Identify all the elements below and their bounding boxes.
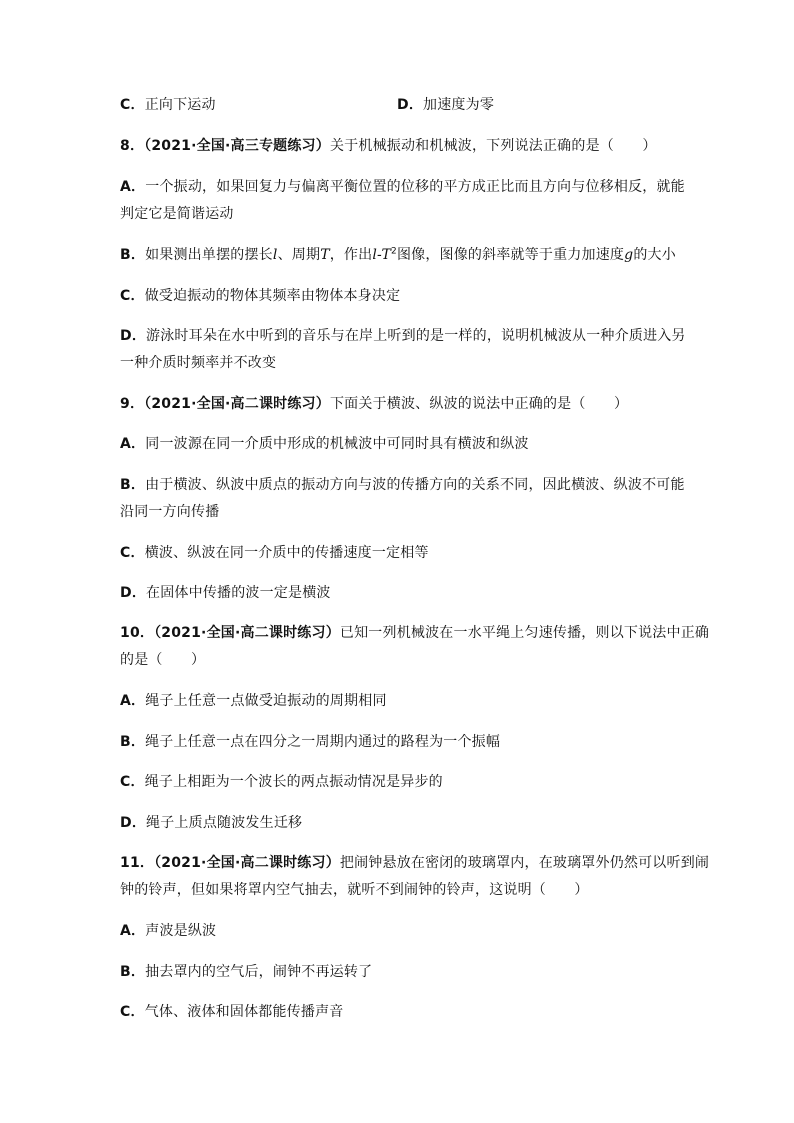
option-d-text: 加速度为零 — [423, 97, 495, 113]
q9-option-d — [120, 583, 331, 603]
q9-option-b-text: 由于横波、纵波中质点的振动方向与波的传播方向的关系不同，因此横波、纵波不可能 — [145, 477, 685, 493]
q11-option-b — [120, 962, 372, 982]
option-d-label: D． — [397, 97, 424, 113]
q8-option-b-text-5: 的大小 — [633, 247, 676, 263]
q11-stem-line1 — [120, 853, 709, 873]
q10-option-b — [120, 732, 500, 752]
var-g: g — [624, 247, 634, 263]
q8-stem-text: 关于机械振动和机械波，下列说法正确的是（ ） — [329, 138, 657, 154]
q10-option-c-text: 绳子上相距为一个波长的两点振动情况是异步的 — [144, 774, 443, 790]
q11-source: （2021·全国·高二课时练习） — [154, 855, 340, 871]
q10-option-c — [120, 772, 443, 792]
q10-option-a-label: A． — [120, 693, 146, 709]
q11-option-c-label: C． — [120, 1004, 145, 1020]
q11-option-c — [120, 1002, 344, 1022]
prev-options-row — [120, 95, 680, 115]
q11-option-a-label: A． — [120, 923, 146, 939]
q10-option-a-text: 绳子上任意一点做受迫振动的周期相同 — [145, 693, 387, 709]
q10-option-d-label: D． — [120, 815, 147, 831]
q10-option-b-label: B． — [120, 734, 146, 750]
q10-option-d-text: 绳子上质点随波发生迁移 — [146, 815, 303, 831]
q11-option-b-label: B． — [120, 964, 146, 980]
q9-option-d-label: D． — [120, 585, 147, 601]
q8-source: （2021·全国·高三专题练习） — [144, 138, 330, 154]
option-c-label: C． — [120, 97, 145, 113]
q8-number: 8． — [120, 138, 145, 154]
q11-option-a-text: 声波是纵波 — [145, 923, 217, 939]
q8-option-b-text-3: ，作出 — [329, 247, 373, 263]
q10-option-d — [120, 813, 302, 833]
q8-option-c-text: 做受迫振动的物体其频率由物体本身决定 — [144, 288, 401, 304]
q11-option-c-text: 气体、液体和固体都能传播声音 — [144, 1004, 344, 1020]
q8-option-d-line1 — [120, 326, 686, 346]
q10-stem-line1 — [120, 623, 709, 643]
q9-option-b-line2: 沿同一方向传播 — [120, 504, 220, 520]
var-T: T — [320, 247, 330, 263]
q9-option-d-text: 在固体中传播的波一定是横波 — [146, 585, 331, 601]
q8-option-b-text-1: 如果测出单摆的摆长 — [145, 247, 273, 263]
q10-stem-line2: 的是（ ） — [120, 652, 206, 668]
q11-option-b-text: 抽去罩内的空气后，闹钟不再运转了 — [145, 964, 373, 980]
q10-stem-text: 已知一列机械波在一水平绳上匀速传播，则以下说法中正确 — [339, 625, 710, 641]
q9-option-c — [120, 543, 429, 563]
q9-option-a-label: A． — [120, 436, 146, 452]
q8-option-a-line1 — [120, 177, 685, 197]
var-l: l — [272, 247, 278, 263]
q9-source: （2021·全国·高二课时练习） — [144, 396, 330, 412]
q8-option-d-text: 游泳时耳朵在水中听到的音乐与在岸上听到的是一样的，说明机械波从一种介质进入另 — [146, 328, 686, 344]
q9-option-a — [120, 434, 529, 454]
q8-stem — [120, 136, 657, 156]
q8-option-b-text-2: 、周期 — [277, 247, 321, 263]
q10-source: （2021·全国·高二课时练习） — [154, 625, 340, 641]
q9-option-b-label: B． — [120, 477, 146, 493]
q8-option-d-label: D． — [120, 328, 147, 344]
q8-option-b-text-4: 图像，图像的斜率就等于重力加速度 — [396, 247, 625, 263]
option-c-text: 正向下运动 — [144, 97, 216, 113]
q9-option-b-line1 — [120, 475, 685, 495]
q10-option-a — [120, 691, 387, 711]
q8-option-c-label: C． — [120, 288, 145, 304]
q10-option-c-label: C． — [120, 774, 145, 790]
option-d — [397, 95, 494, 115]
q9-option-c-text: 横波、纵波在同一介质中的传播速度一定相等 — [144, 545, 429, 561]
q9-option-a-text: 同一波源在同一介质中形成的机械波中可同时具有横波和纵波 — [145, 436, 529, 452]
q8-option-d-line2: 一种介质时频率并不改变 — [120, 355, 277, 371]
q8-option-a-line2: 判定它是简谐运动 — [120, 206, 234, 222]
q11-stem-text: 把闹钟悬放在密闭的玻璃罩内，在玻璃罩外仍然可以听到闹 — [339, 855, 710, 871]
q9-stem — [120, 394, 628, 414]
q10-number: 10． — [120, 625, 155, 641]
q9-stem-text: 下面关于横波、纵波的说法中正确的是（ ） — [329, 396, 629, 412]
q11-number: 11． — [120, 855, 155, 871]
q9-option-c-label: C． — [120, 545, 145, 561]
q11-stem-line2: 钟的铃声，但如果将罩内空气抽去，就听不到闹钟的铃声，这说明（ ） — [120, 882, 589, 898]
q8-option-a-label: A． — [120, 179, 146, 195]
q10-option-b-text: 绳子上任意一点在四分之一周期内通过的路程为一个振幅 — [145, 734, 501, 750]
superscript-2: 2 — [391, 246, 397, 257]
q11-option-a — [120, 921, 216, 941]
q8-option-c — [120, 286, 400, 306]
q8-option-a-text: 一个振动，如果回复力与偏离平衡位置的位移的平方成正比而且方向与位移相反，就能 — [145, 179, 685, 195]
q9-number: 9． — [120, 396, 145, 412]
var-l-T: l-T — [372, 247, 391, 263]
q8-option-b — [120, 245, 676, 265]
q8-option-b-label: B． — [120, 247, 146, 263]
